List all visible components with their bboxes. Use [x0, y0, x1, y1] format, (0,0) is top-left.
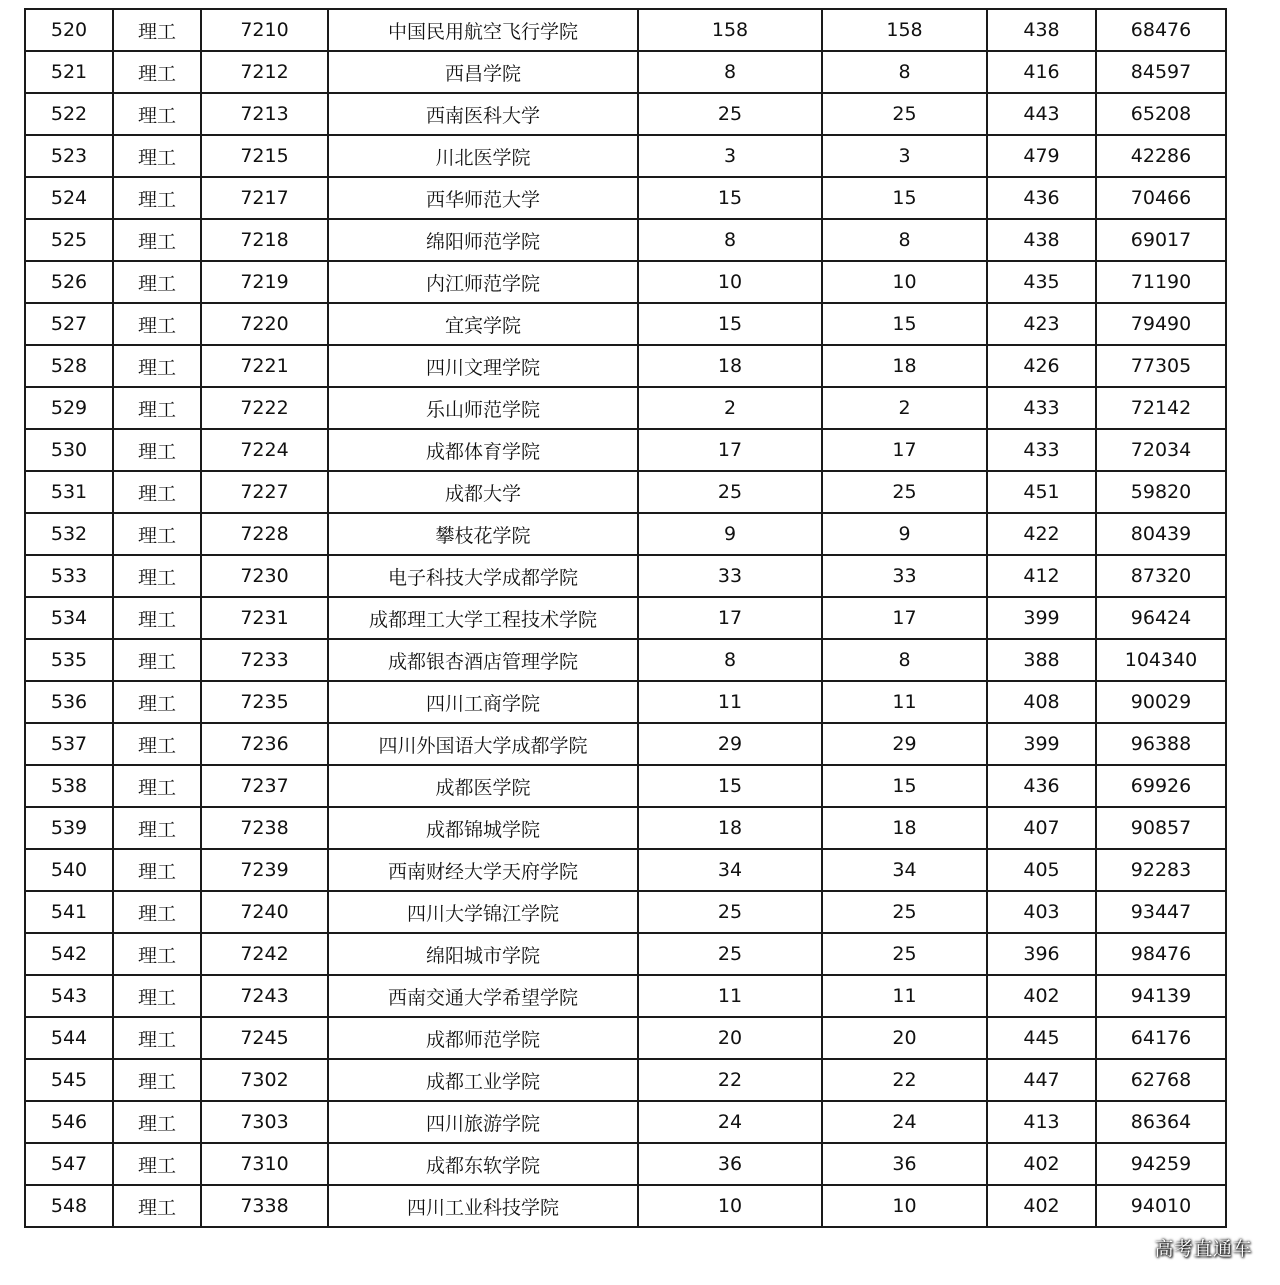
plan-count-cell: 158	[638, 9, 822, 51]
row-index-cell: 522	[25, 93, 113, 135]
admitted-count-cell: 15	[822, 177, 987, 219]
rank-cell: 94010	[1096, 1185, 1226, 1227]
category-cell: 理工	[113, 51, 201, 93]
table-row	[25, 303, 1226, 345]
plan-count-cell: 25	[638, 891, 822, 933]
rank-cell: 94259	[1096, 1143, 1226, 1185]
table-row	[25, 891, 1226, 933]
table-row	[25, 765, 1226, 807]
min-score-cell: 423	[987, 303, 1096, 345]
school-name-cell: 成都大学	[328, 471, 638, 513]
admitted-count-cell: 2	[822, 387, 987, 429]
table-row	[25, 1143, 1226, 1185]
school-name-cell: 西昌学院	[328, 51, 638, 93]
category-cell: 理工	[113, 261, 201, 303]
admitted-count-cell: 17	[822, 597, 987, 639]
table-row	[25, 807, 1226, 849]
admitted-count-cell: 9	[822, 513, 987, 555]
min-score-cell: 438	[987, 219, 1096, 261]
row-index-cell: 530	[25, 429, 113, 471]
code-cell: 7222	[201, 387, 328, 429]
table-row	[25, 555, 1226, 597]
code-cell: 7243	[201, 975, 328, 1017]
plan-count-cell: 8	[638, 639, 822, 681]
rank-cell: 92283	[1096, 849, 1226, 891]
table-body	[25, 9, 1226, 1227]
code-cell: 7238	[201, 807, 328, 849]
min-score-cell: 433	[987, 429, 1096, 471]
admitted-count-cell: 3	[822, 135, 987, 177]
rank-cell: 70466	[1096, 177, 1226, 219]
row-index-cell: 540	[25, 849, 113, 891]
category-cell: 理工	[113, 807, 201, 849]
row-index-cell: 532	[25, 513, 113, 555]
min-score-cell: 407	[987, 807, 1096, 849]
admitted-count-cell: 18	[822, 345, 987, 387]
rank-cell: 77305	[1096, 345, 1226, 387]
rank-cell: 90857	[1096, 807, 1226, 849]
rank-cell: 90029	[1096, 681, 1226, 723]
table-row	[25, 933, 1226, 975]
admitted-count-cell: 36	[822, 1143, 987, 1185]
code-cell: 7233	[201, 639, 328, 681]
rank-cell: 87320	[1096, 555, 1226, 597]
code-cell: 7242	[201, 933, 328, 975]
row-index-cell: 520	[25, 9, 113, 51]
row-index-cell: 528	[25, 345, 113, 387]
category-cell: 理工	[113, 429, 201, 471]
min-score-cell: 433	[987, 387, 1096, 429]
min-score-cell: 408	[987, 681, 1096, 723]
row-index-cell: 541	[25, 891, 113, 933]
row-index-cell: 543	[25, 975, 113, 1017]
school-name-cell: 攀枝花学院	[328, 513, 638, 555]
min-score-cell: 399	[987, 597, 1096, 639]
school-name-cell: 四川文理学院	[328, 345, 638, 387]
category-cell: 理工	[113, 9, 201, 51]
code-cell: 7215	[201, 135, 328, 177]
plan-count-cell: 25	[638, 471, 822, 513]
school-name-cell: 西华师范大学	[328, 177, 638, 219]
category-cell: 理工	[113, 639, 201, 681]
school-name-cell: 电子科技大学成都学院	[328, 555, 638, 597]
category-cell: 理工	[113, 849, 201, 891]
category-cell: 理工	[113, 1017, 201, 1059]
admitted-count-cell: 18	[822, 807, 987, 849]
row-index-cell: 538	[25, 765, 113, 807]
code-cell: 7237	[201, 765, 328, 807]
code-cell: 7303	[201, 1101, 328, 1143]
plan-count-cell: 36	[638, 1143, 822, 1185]
code-cell: 7220	[201, 303, 328, 345]
school-name-cell: 成都理工大学工程技术学院	[328, 597, 638, 639]
category-cell: 理工	[113, 975, 201, 1017]
min-score-cell: 422	[987, 513, 1096, 555]
school-name-cell: 四川工业科技学院	[328, 1185, 638, 1227]
admitted-count-cell: 33	[822, 555, 987, 597]
rank-cell: 69926	[1096, 765, 1226, 807]
school-name-cell: 成都锦城学院	[328, 807, 638, 849]
table-row	[25, 1185, 1226, 1227]
table-row	[25, 261, 1226, 303]
rank-cell: 80439	[1096, 513, 1226, 555]
school-name-cell: 乐山师范学院	[328, 387, 638, 429]
plan-count-cell: 10	[638, 261, 822, 303]
code-cell: 7310	[201, 1143, 328, 1185]
school-name-cell: 成都医学院	[328, 765, 638, 807]
plan-count-cell: 24	[638, 1101, 822, 1143]
school-name-cell: 成都体育学院	[328, 429, 638, 471]
admitted-count-cell: 8	[822, 51, 987, 93]
min-score-cell: 413	[987, 1101, 1096, 1143]
school-name-cell: 成都银杏酒店管理学院	[328, 639, 638, 681]
plan-count-cell: 25	[638, 933, 822, 975]
min-score-cell: 402	[987, 975, 1096, 1017]
row-index-cell: 529	[25, 387, 113, 429]
admitted-count-cell: 10	[822, 261, 987, 303]
rank-cell: 84597	[1096, 51, 1226, 93]
admitted-count-cell: 11	[822, 681, 987, 723]
category-cell: 理工	[113, 681, 201, 723]
code-cell: 7218	[201, 219, 328, 261]
code-cell: 7236	[201, 723, 328, 765]
code-cell: 7338	[201, 1185, 328, 1227]
min-score-cell: 436	[987, 177, 1096, 219]
min-score-cell: 399	[987, 723, 1096, 765]
plan-count-cell: 10	[638, 1185, 822, 1227]
category-cell: 理工	[113, 513, 201, 555]
min-score-cell: 402	[987, 1143, 1096, 1185]
school-name-cell: 内江师范学院	[328, 261, 638, 303]
row-index-cell: 542	[25, 933, 113, 975]
min-score-cell: 443	[987, 93, 1096, 135]
table-row	[25, 9, 1226, 51]
plan-count-cell: 11	[638, 681, 822, 723]
plan-count-cell: 15	[638, 177, 822, 219]
rank-cell: 104340	[1096, 639, 1226, 681]
code-cell: 7231	[201, 597, 328, 639]
row-index-cell: 546	[25, 1101, 113, 1143]
row-index-cell: 521	[25, 51, 113, 93]
code-cell: 7230	[201, 555, 328, 597]
category-cell: 理工	[113, 1143, 201, 1185]
admitted-count-cell: 158	[822, 9, 987, 51]
rank-cell: 72142	[1096, 387, 1226, 429]
school-name-cell: 西南医科大学	[328, 93, 638, 135]
school-name-cell: 绵阳师范学院	[328, 219, 638, 261]
row-index-cell: 527	[25, 303, 113, 345]
school-name-cell: 四川工商学院	[328, 681, 638, 723]
table-row	[25, 429, 1226, 471]
code-cell: 7245	[201, 1017, 328, 1059]
category-cell: 理工	[113, 303, 201, 345]
table-row	[25, 93, 1226, 135]
rank-cell: 64176	[1096, 1017, 1226, 1059]
table-row	[25, 723, 1226, 765]
min-score-cell: 447	[987, 1059, 1096, 1101]
code-cell: 7235	[201, 681, 328, 723]
category-cell: 理工	[113, 1185, 201, 1227]
admitted-count-cell: 22	[822, 1059, 987, 1101]
min-score-cell: 412	[987, 555, 1096, 597]
code-cell: 7219	[201, 261, 328, 303]
category-cell: 理工	[113, 135, 201, 177]
category-cell: 理工	[113, 933, 201, 975]
table-row	[25, 345, 1226, 387]
table-row	[25, 639, 1226, 681]
admitted-count-cell: 25	[822, 933, 987, 975]
admissions-table	[24, 8, 1227, 1228]
row-index-cell: 544	[25, 1017, 113, 1059]
rank-cell: 98476	[1096, 933, 1226, 975]
category-cell: 理工	[113, 723, 201, 765]
min-score-cell: 396	[987, 933, 1096, 975]
category-cell: 理工	[113, 1059, 201, 1101]
admitted-count-cell: 8	[822, 219, 987, 261]
code-cell: 7217	[201, 177, 328, 219]
min-score-cell: 451	[987, 471, 1096, 513]
table-row	[25, 177, 1226, 219]
rank-cell: 62768	[1096, 1059, 1226, 1101]
table-row	[25, 849, 1226, 891]
admitted-count-cell: 24	[822, 1101, 987, 1143]
table-row	[25, 51, 1226, 93]
table-row	[25, 681, 1226, 723]
category-cell: 理工	[113, 93, 201, 135]
min-score-cell: 438	[987, 9, 1096, 51]
admitted-count-cell: 11	[822, 975, 987, 1017]
admitted-count-cell: 20	[822, 1017, 987, 1059]
rank-cell: 79490	[1096, 303, 1226, 345]
min-score-cell: 402	[987, 1185, 1096, 1227]
admitted-count-cell: 17	[822, 429, 987, 471]
min-score-cell: 445	[987, 1017, 1096, 1059]
rank-cell: 94139	[1096, 975, 1226, 1017]
row-index-cell: 548	[25, 1185, 113, 1227]
row-index-cell: 535	[25, 639, 113, 681]
table-row	[25, 975, 1226, 1017]
min-score-cell: 403	[987, 891, 1096, 933]
school-name-cell: 四川外国语大学成都学院	[328, 723, 638, 765]
code-cell: 7221	[201, 345, 328, 387]
admitted-count-cell: 15	[822, 303, 987, 345]
code-cell: 7239	[201, 849, 328, 891]
category-cell: 理工	[113, 1101, 201, 1143]
code-cell: 7213	[201, 93, 328, 135]
code-cell: 7212	[201, 51, 328, 93]
plan-count-cell: 9	[638, 513, 822, 555]
table-row	[25, 135, 1226, 177]
code-cell: 7228	[201, 513, 328, 555]
rank-cell: 96388	[1096, 723, 1226, 765]
row-index-cell: 536	[25, 681, 113, 723]
row-index-cell: 539	[25, 807, 113, 849]
min-score-cell: 436	[987, 765, 1096, 807]
row-index-cell: 523	[25, 135, 113, 177]
category-cell: 理工	[113, 555, 201, 597]
rank-cell: 69017	[1096, 219, 1226, 261]
school-name-cell: 西南财经大学天府学院	[328, 849, 638, 891]
table-row	[25, 387, 1226, 429]
plan-count-cell: 29	[638, 723, 822, 765]
min-score-cell: 416	[987, 51, 1096, 93]
code-cell: 7240	[201, 891, 328, 933]
rank-cell: 72034	[1096, 429, 1226, 471]
rank-cell: 71190	[1096, 261, 1226, 303]
plan-count-cell: 25	[638, 93, 822, 135]
plan-count-cell: 2	[638, 387, 822, 429]
school-name-cell: 四川旅游学院	[328, 1101, 638, 1143]
plan-count-cell: 17	[638, 597, 822, 639]
category-cell: 理工	[113, 765, 201, 807]
plan-count-cell: 22	[638, 1059, 822, 1101]
admitted-count-cell: 10	[822, 1185, 987, 1227]
category-cell: 理工	[113, 219, 201, 261]
category-cell: 理工	[113, 471, 201, 513]
row-index-cell: 533	[25, 555, 113, 597]
admitted-count-cell: 8	[822, 639, 987, 681]
rank-cell: 65208	[1096, 93, 1226, 135]
school-name-cell: 成都师范学院	[328, 1017, 638, 1059]
table-row	[25, 597, 1226, 639]
plan-count-cell: 11	[638, 975, 822, 1017]
category-cell: 理工	[113, 177, 201, 219]
min-score-cell: 426	[987, 345, 1096, 387]
code-cell: 7302	[201, 1059, 328, 1101]
min-score-cell: 435	[987, 261, 1096, 303]
rank-cell: 96424	[1096, 597, 1226, 639]
school-name-cell: 成都东软学院	[328, 1143, 638, 1185]
plan-count-cell: 17	[638, 429, 822, 471]
rank-cell: 42286	[1096, 135, 1226, 177]
plan-count-cell: 18	[638, 807, 822, 849]
plan-count-cell: 18	[638, 345, 822, 387]
row-index-cell: 534	[25, 597, 113, 639]
school-name-cell: 中国民用航空飞行学院	[328, 9, 638, 51]
category-cell: 理工	[113, 891, 201, 933]
table-row	[25, 219, 1226, 261]
watermark-text: 高考直通车	[1154, 1238, 1252, 1260]
rank-cell: 86364	[1096, 1101, 1226, 1143]
school-name-cell: 川北医学院	[328, 135, 638, 177]
row-index-cell: 526	[25, 261, 113, 303]
row-index-cell: 537	[25, 723, 113, 765]
plan-count-cell: 15	[638, 765, 822, 807]
admitted-count-cell: 29	[822, 723, 987, 765]
admitted-count-cell: 34	[822, 849, 987, 891]
plan-count-cell: 33	[638, 555, 822, 597]
plan-count-cell: 34	[638, 849, 822, 891]
code-cell: 7227	[201, 471, 328, 513]
row-index-cell: 525	[25, 219, 113, 261]
row-index-cell: 545	[25, 1059, 113, 1101]
row-index-cell: 531	[25, 471, 113, 513]
rank-cell: 68476	[1096, 9, 1226, 51]
admitted-count-cell: 15	[822, 765, 987, 807]
rank-cell: 59820	[1096, 471, 1226, 513]
min-score-cell: 405	[987, 849, 1096, 891]
admitted-count-cell: 25	[822, 891, 987, 933]
rank-cell: 93447	[1096, 891, 1226, 933]
table-row	[25, 1017, 1226, 1059]
table-row	[25, 1059, 1226, 1101]
school-name-cell: 成都工业学院	[328, 1059, 638, 1101]
admitted-count-cell: 25	[822, 93, 987, 135]
category-cell: 理工	[113, 387, 201, 429]
plan-count-cell: 15	[638, 303, 822, 345]
plan-count-cell: 8	[638, 51, 822, 93]
min-score-cell: 388	[987, 639, 1096, 681]
school-name-cell: 四川大学锦江学院	[328, 891, 638, 933]
school-name-cell: 宜宾学院	[328, 303, 638, 345]
code-cell: 7224	[201, 429, 328, 471]
row-index-cell: 547	[25, 1143, 113, 1185]
plan-count-cell: 3	[638, 135, 822, 177]
table-row	[25, 513, 1226, 555]
plan-count-cell: 8	[638, 219, 822, 261]
code-cell: 7210	[201, 9, 328, 51]
admitted-count-cell: 25	[822, 471, 987, 513]
table-row	[25, 1101, 1226, 1143]
school-name-cell: 绵阳城市学院	[328, 933, 638, 975]
school-name-cell: 西南交通大学希望学院	[328, 975, 638, 1017]
category-cell: 理工	[113, 597, 201, 639]
plan-count-cell: 20	[638, 1017, 822, 1059]
table-row	[25, 471, 1226, 513]
min-score-cell: 479	[987, 135, 1096, 177]
row-index-cell: 524	[25, 177, 113, 219]
category-cell: 理工	[113, 345, 201, 387]
